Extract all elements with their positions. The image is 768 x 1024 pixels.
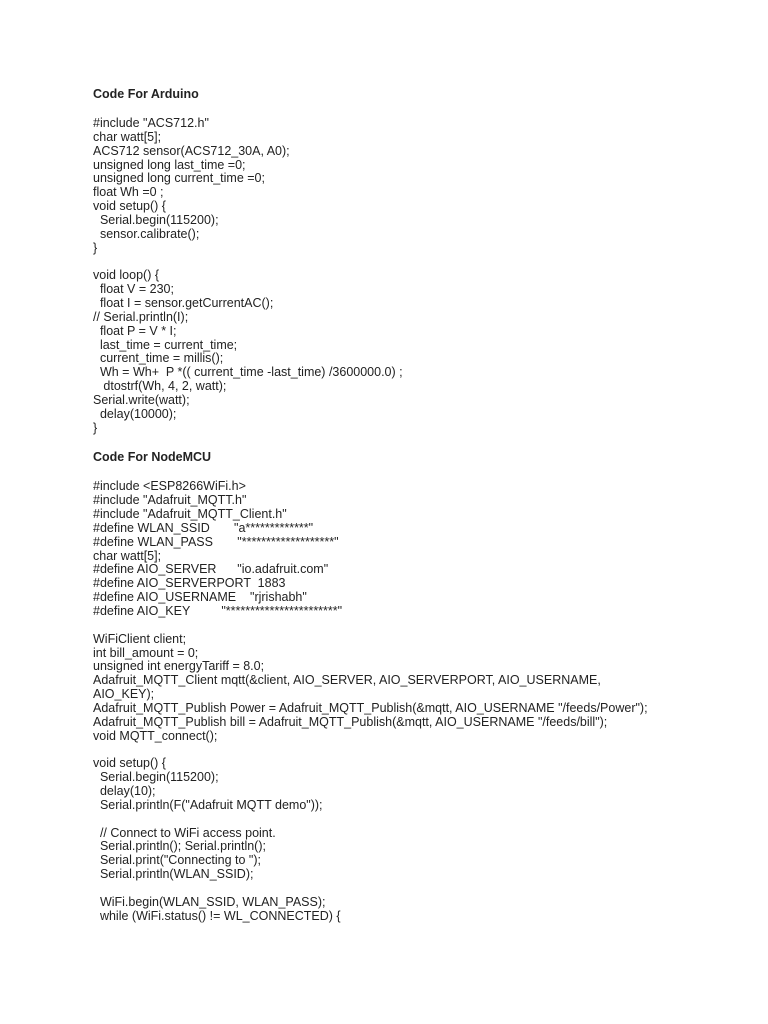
arduino-code-block [93, 117, 733, 435]
code-line: unsigned long current_time =0; [93, 171, 265, 186]
code-line: Adafruit_MQTT_Client mqtt(&client, AIO_SERVER, AIO_SERVERPORT, AIO_USERNAME, [93, 673, 601, 688]
code-line: WiFiClient client; [93, 631, 187, 646]
code-line: #include "Adafruit_MQTT.h" [93, 493, 247, 508]
code-line: #define WLAN_PASS "*******************" [93, 534, 339, 549]
section-title-arduino: Code For Arduino [93, 87, 199, 101]
code-line: WiFi.begin(WLAN_SSID, WLAN_PASS); [93, 894, 326, 909]
code-line: unsigned long last_time =0; [93, 157, 246, 172]
code-line: } [93, 240, 98, 255]
code-line: float P = V * I; [93, 323, 177, 338]
code-line: void loop() { [93, 268, 160, 283]
code-line: Adafruit_MQTT_Publish Power = Adafruit_MQTT_Publish(&mqtt, AIO_USERNAME "/feeds/Power"); [93, 700, 648, 715]
code-line: #include <ESP8266WiFi.h> [93, 479, 246, 494]
nodemcu-section [93, 449, 733, 923]
section-title-nodemcu: Code For NodeMCU [93, 450, 212, 465]
code-line: Serial.println(WLAN_SSID); [93, 867, 254, 882]
code-line: void setup() { [93, 756, 166, 771]
code-line: delay(10000); [93, 406, 177, 421]
code-line-blank [93, 882, 733, 896]
code-line-blank [93, 813, 733, 827]
code-line: sensor.calibrate(); [93, 226, 200, 241]
code-line: ACS712 sensor(ACS712_30A, A0); [93, 143, 290, 158]
code-line: float I = sensor.getCurrentAC(); [93, 295, 274, 310]
code-line: dtostrf(Wh, 4, 2, watt); [93, 379, 227, 394]
arduino-section [93, 86, 733, 435]
code-line: #define AIO_USERNAME "rjrishabh" [93, 590, 307, 605]
code-line: current_time = millis(); [93, 351, 224, 366]
code-line: delay(10); [93, 783, 156, 798]
code-line: char watt[5]; [93, 548, 162, 563]
code-line: last_time = current_time; [93, 337, 238, 352]
code-line: } [93, 420, 98, 435]
code-line: Serial.begin(115200); [93, 212, 219, 227]
code-line: #define AIO_KEY "***********************" [93, 604, 343, 618]
code-line: Wh = Wh+ P *(( current_time -last_time) /3600000.0) ; [93, 365, 403, 380]
code-line: unsigned int energyTariff = 8.0; [93, 659, 265, 674]
code-line: void setup() { [93, 199, 166, 214]
code-line: #define WLAN_SSID "a*************" [93, 520, 314, 535]
code-line-blank [93, 743, 733, 757]
code-line: Serial.println(); Serial.println(); [93, 839, 266, 854]
code-line: #include "ACS712.h" [93, 116, 209, 130]
code-line: float V = 230; [93, 282, 174, 297]
code-line: while (WiFi.status() != WL_CONNECTED) { [93, 908, 341, 923]
code-line-blank [93, 619, 733, 633]
code-line: AIO_KEY); [93, 687, 155, 702]
code-line: // Connect to WiFi access point. [93, 825, 276, 840]
document-page [93, 86, 733, 923]
code-line: int bill_amount = 0; [93, 645, 199, 660]
code-line: Serial.println(F("Adafruit MQTT demo")); [93, 797, 323, 812]
code-line: Serial.begin(115200); [93, 770, 219, 785]
code-line: float Wh =0 ; [93, 185, 164, 200]
code-line: void MQTT_connect(); [93, 728, 218, 743]
nodemcu-code-block [93, 480, 733, 923]
code-line: // Serial.println(I); [93, 309, 189, 324]
code-line: #define AIO_SERVER "io.adafruit.com" [93, 562, 329, 577]
code-line: Serial.print("Connecting to "); [93, 853, 261, 868]
code-line: char watt[5]; [93, 129, 162, 144]
code-line: Adafruit_MQTT_Publish bill = Adafruit_MQTT_Publish(&mqtt, AIO_USERNAME "/feeds/bill"); [93, 714, 608, 729]
code-line: #include "Adafruit_MQTT_Client.h" [93, 507, 287, 522]
code-line: #define AIO_SERVERPORT 1883 [93, 576, 286, 591]
code-line: Serial.write(watt); [93, 392, 190, 407]
code-line-blank [93, 255, 733, 269]
